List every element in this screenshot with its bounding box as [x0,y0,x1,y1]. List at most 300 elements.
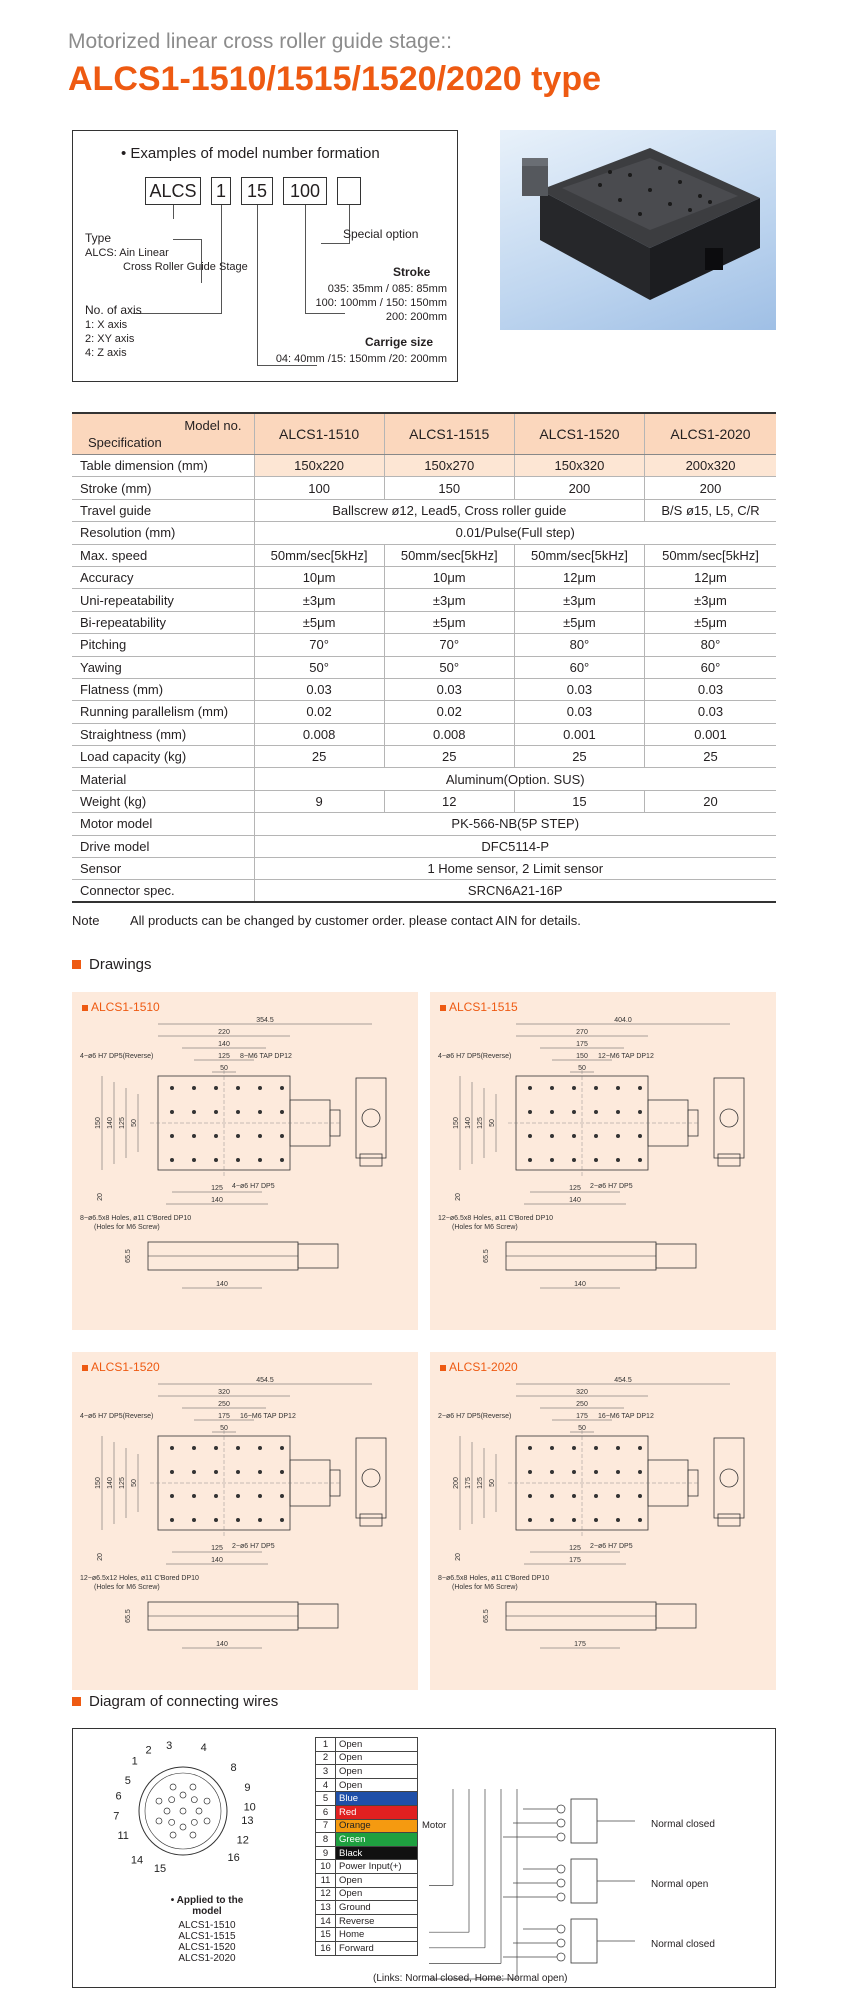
cell: ±5μm [514,611,644,633]
product-photo [500,130,776,330]
drawing-note: 16−M6 TAP DP12 [598,1413,654,1420]
dimension-label: 140 [216,1281,228,1288]
cell: 150x220 [254,455,384,477]
mounting-hole [170,1494,174,1498]
row-label: Travel guide [72,499,254,521]
mounting-hole [192,1470,196,1474]
mounting-hole [572,1518,576,1522]
mounting-hole [258,1494,262,1498]
links-note: (Links: Normal closed, Home: Normal open) [373,1973,568,1984]
page-subtitle: Motorized linear cross roller guide stage:: [68,30,453,53]
dimension-label: 140 [574,1281,586,1288]
mounting-hole [528,1518,532,1522]
mounting-hole [572,1494,576,1498]
mounting-hole [280,1086,284,1090]
applied-heading: • Applied to the model [170,1895,244,1917]
cell: 150x320 [514,455,644,477]
pin-row [316,1860,458,1874]
mounting-hole [236,1110,240,1114]
mounting-hole [638,1470,642,1474]
cell: 0.03 [514,701,644,723]
connector-pin-label: 3 [166,1740,173,1752]
row-label: Load capacity (kg) [72,746,254,768]
mounting-hole [550,1470,554,1474]
cell: 25 [514,746,644,768]
drawing-note: 8−ø6.5x8 Holes, ø11 C'Bored DP10 [438,1575,550,1582]
table-row [72,455,776,477]
mounting-hole [214,1518,218,1522]
pin-row [316,1751,458,1765]
dimension-label: 175 [465,1477,472,1489]
cell: Ballscrew ø12, Lead5, Cross roller guide [254,499,645,521]
connector-pin-label: 10 [243,1801,256,1814]
mounting-hole [214,1494,218,1498]
pin-row [316,1887,458,1901]
mounting-hole [236,1494,240,1498]
mounting-hole [528,1446,532,1450]
row-label: Connector spec. [72,880,254,902]
mounting-hole [572,1110,576,1114]
cell: 0.03 [645,701,776,723]
drawing-note: 8−ø6.5x8 Holes, ø11 C'Bored DP10 [80,1215,192,1222]
technical-drawing [430,1352,776,1690]
drawing-label: ALCS1-1515 [440,1000,518,1014]
connector-pin-label: 15 [153,1863,167,1876]
model-number-formation [72,130,458,382]
connector-pin-label: 12 [236,1834,249,1847]
drawing-note: 4−ø6 H7 DP5 [232,1183,275,1190]
cell: 0.02 [254,701,384,723]
mounting-hole [258,1446,262,1450]
pin-name: Green [336,1833,418,1847]
drawing-note: 4−ø6 H7 DP5(Reverse) [438,1053,512,1060]
dimension-label: 50 [578,1065,586,1072]
mounting-hole [280,1518,284,1522]
table-row [72,589,776,611]
drawing-note: (Holes for M6 Screw) [452,1584,518,1591]
motor-front-view [656,1604,696,1628]
mounting-hole [594,1110,598,1114]
dimension-label: 250 [218,1401,230,1408]
mounting-hole [528,1086,532,1090]
dimension-label: 175 [576,1041,588,1048]
dimension-label: 50 [220,1425,228,1432]
pin-name: Open [336,1751,418,1765]
page-title: ALCS1-1510/1515/1520/2020 type [68,60,602,98]
cell: 100 [254,477,384,499]
row-label: Straightness (mm) [72,723,254,745]
row-label: Motor model [72,813,254,835]
mounting-hole [528,1110,532,1114]
dimension-label: 270 [576,1029,588,1036]
cell: 0.01/Pulse(Full step) [254,522,776,544]
technical-drawing [72,1352,418,1690]
dimension-label: 175 [218,1413,230,1420]
mounting-hole [616,1494,620,1498]
mounting-hole [192,1134,196,1138]
dimension-label: 150 [576,1053,588,1060]
mounting-hole [258,1470,262,1474]
motor-end-block [360,1514,382,1526]
stroke-line-2: 100: 100mm / 150: 150mm [315,297,447,309]
axis-line-2: 2: XY axis [85,333,135,345]
cell: ±3μm [384,589,514,611]
cell: Aluminum(Option. SUS) [254,768,776,790]
mounting-hole [236,1158,240,1162]
connector-pin-label: 9 [244,1781,251,1794]
spec-corner-header [72,413,254,455]
table-row [72,813,776,835]
cell: 25 [384,746,514,768]
note-text: All products can be changed by customer order. please contact AIN for details. [130,913,581,928]
drawing-panel [72,992,418,1330]
drawing-label: ALCS1-2020 [440,1360,518,1374]
dimension-label: 125 [119,1477,126,1489]
dimension-label: 140 [107,1117,114,1129]
connector-pin-label: 6 [115,1790,122,1803]
pin-number: 9 [316,1846,336,1860]
dimension-label: 125 [119,1117,126,1129]
dimension-label: 140 [211,1197,223,1204]
terminal-icon [557,1953,565,1961]
type-title: Type [85,231,112,245]
mounting-hole [192,1494,196,1498]
connector-pin-icon [204,1818,210,1824]
mounting-hole [528,1470,532,1474]
mounting-hole [594,1446,598,1450]
row-label: Accuracy [72,566,254,588]
connector-pin-label: 2 [145,1744,152,1757]
pin-row [316,1765,458,1779]
mounting-hole [170,1134,174,1138]
dimension-label: 250 [576,1401,588,1408]
mounting-hole [170,1518,174,1522]
drawing-note: (Holes for M6 Screw) [452,1224,518,1231]
dimension-label: 50 [489,1479,496,1487]
mounting-hole [170,1158,174,1162]
mounting-hole [280,1134,284,1138]
mounting-hole [280,1494,284,1498]
connector-pin-label: 4 [200,1742,207,1755]
row-label: Table dimension (mm) [72,455,254,477]
connector-pin-label: 1 [131,1755,138,1768]
model-header: ALCS1-1520 [514,413,644,455]
motor-end-icon [720,1109,738,1127]
mounting-hole [214,1446,218,1450]
mounting-hole [192,1158,196,1162]
motor-end-block [360,1154,382,1166]
cell: 25 [645,746,776,768]
mounting-hole [638,1158,642,1162]
connector-pin-icon [180,1808,186,1814]
pin-number: 1 [316,1738,336,1752]
connector-pin-icon [170,1784,176,1790]
dimension-label: 20 [455,1553,462,1561]
cell: 150x270 [384,455,514,477]
drawing-note: (Holes for M6 Screw) [94,1584,160,1591]
table-row [72,566,776,588]
dimension-label: 20 [97,1193,104,1201]
dimension-label: 65.5 [125,1249,132,1263]
cell: 70° [254,634,384,656]
dimension-label: 220 [218,1029,230,1036]
cell: 25 [254,746,384,768]
pin-name: Open [336,1765,418,1779]
drawing-panel [430,1352,776,1690]
model-header: ALCS1-2020 [645,413,776,455]
mounting-hole [192,1110,196,1114]
mounting-hole [572,1158,576,1162]
motor-end-block [718,1154,740,1166]
mounting-hole [616,1470,620,1474]
drawing-note: 12−M6 TAP DP12 [598,1053,654,1060]
terminal-icon [557,1893,565,1901]
dimension-label: 140 [107,1477,114,1489]
cell: ±3μm [645,589,776,611]
drawing-note: 4−ø6 H7 DP5(Reverse) [80,1053,154,1060]
pin-name: Orange [336,1819,418,1833]
drawing-panel [430,992,776,1330]
terminal-icon [557,1819,565,1827]
connector-pin-icon [196,1808,202,1814]
connector-pin-icon [170,1832,176,1838]
dimension-label: 175 [574,1641,586,1648]
cell: 10μm [384,566,514,588]
mounting-hole [192,1446,196,1450]
connector-pin-icon [156,1818,162,1824]
cell: 0.02 [384,701,514,723]
mounting-hole [258,1086,262,1090]
technical-drawing [72,992,418,1330]
mounting-hole [258,1110,262,1114]
mounting-hole [550,1494,554,1498]
pin-name: Power Input(+) [336,1860,418,1874]
connector-pin-icon [169,1819,175,1825]
terminal-icon [557,1925,565,1933]
pin-number: 13 [316,1901,336,1915]
sensor-limit-icon [571,1799,597,1843]
dimension-label: 140 [569,1197,581,1204]
model-header: ALCS1-1515 [384,413,514,455]
square-bullet-icon [72,960,81,969]
drawing-label: ALCS1-1520 [82,1360,160,1374]
dimension-label: 454.5 [614,1377,632,1384]
table-row [72,880,776,902]
mounting-hole [594,1494,598,1498]
mounting-hole [214,1086,218,1090]
drawing-note: 2−ø6 H7 DP5 [232,1543,275,1550]
wiring-diagram [72,1728,776,1988]
cell: 15 [514,790,644,812]
connector-pin-icon [204,1798,210,1804]
dimension-label: 125 [569,1545,581,1552]
mounting-hole [236,1086,240,1090]
mounting-hole [280,1110,284,1114]
drawing-note: 12−ø6.5x12 Holes, ø11 C'Bored DP10 [80,1575,199,1582]
connector-pin-label: 13 [241,1814,254,1827]
connector-pin-icon [191,1819,197,1825]
spec-table [72,412,776,903]
pin-name: Open [336,1738,418,1752]
technical-drawing [430,992,776,1330]
drawings-section-title: Drawings [72,956,152,973]
mounting-hole [572,1446,576,1450]
row-label: Weight (kg) [72,790,254,812]
row-label: Yawing [72,656,254,678]
mounting-hole [236,1134,240,1138]
cell: 0.03 [645,678,776,700]
table-row [72,611,776,633]
cell: 12μm [645,566,776,588]
mounting-hole [550,1134,554,1138]
drawing-note: (Holes for M6 Screw) [94,1224,160,1231]
pin-row [316,1873,458,1887]
cell: 60° [514,656,644,678]
model-header: ALCS1-1510 [254,413,384,455]
cell: 70° [384,634,514,656]
pin-number: 11 [316,1873,336,1887]
dimension-label: 50 [131,1119,138,1127]
dimension-label: 50 [220,1065,228,1072]
cell: 50mm/sec[5kHz] [384,544,514,566]
mounting-hole [594,1134,598,1138]
model-cell-option [337,177,361,205]
pin-number: 12 [316,1887,336,1901]
type-line-2: Cross Roller Guide Stage [123,261,248,273]
model-cell-carriage: 15 [241,177,273,205]
mounting-hole [192,1518,196,1522]
cell: 0.008 [384,723,514,745]
pin-row [316,1738,458,1752]
motor-end-icon [720,1469,738,1487]
mounting-hole [638,1134,642,1138]
terminal-icon [557,1879,565,1887]
table-row [72,768,776,790]
dimension-label: 150 [453,1117,460,1129]
cell: 200 [645,477,776,499]
drawing-note: 8−M6 TAP DP12 [240,1053,292,1060]
mounting-hole [638,1518,642,1522]
pin-name: Reverse [336,1914,418,1928]
pin-number: 4 [316,1778,336,1792]
motor-end-block [718,1514,740,1526]
motor-front-view [298,1604,338,1628]
dimension-label: 404.0 [614,1017,632,1024]
mounting-hole [550,1518,554,1522]
mounting-hole [550,1446,554,1450]
mounting-hole [236,1470,240,1474]
row-label: Resolution (mm) [72,522,254,544]
pin-row [316,1941,458,1955]
stroke-title: Stroke [393,265,431,279]
table-row [72,522,776,544]
cell: 50° [384,656,514,678]
dimension-label: 320 [218,1389,230,1396]
table-row [72,790,776,812]
row-label: Running parallelism (mm) [72,701,254,723]
pin-number: 3 [316,1765,336,1779]
mounting-hole [550,1158,554,1162]
connector-pin-icon [191,1797,197,1803]
terminal-icon [557,1805,565,1813]
connector-pin-label: 16 [227,1852,240,1865]
mounting-hole [550,1110,554,1114]
pin-number: 15 [316,1928,336,1942]
drawing-note: 2−ø6 H7 DP5(Reverse) [438,1413,512,1420]
cell: 80° [514,634,644,656]
motor-end-icon [362,1469,380,1487]
pin-row [316,1928,458,1942]
mounting-hole [616,1134,620,1138]
cell: 1 Home sensor, 2 Limit sensor [254,858,776,880]
dimension-label: 150 [95,1477,102,1489]
mounting-hole [258,1518,262,1522]
pin-number: 5 [316,1792,336,1806]
mounting-hole [280,1158,284,1162]
mounting-hole [170,1086,174,1090]
dimension-label: 125 [569,1185,581,1192]
pin-row [316,1778,458,1792]
motor-group-label: Motor [422,1820,447,1832]
mounting-hole [528,1158,532,1162]
connector-outline [139,1767,227,1855]
mounting-hole [594,1518,598,1522]
mounting-hole [528,1134,532,1138]
table-row [72,746,776,768]
row-label: Pitching [72,634,254,656]
sensor-label: Normal closed [651,1819,715,1830]
motor-front-view [298,1244,338,1268]
dimension-label: 65.5 [483,1249,490,1263]
table-row [72,499,776,521]
cell: 150 [384,477,514,499]
row-label: Flatness (mm) [72,678,254,700]
mounting-hole [550,1086,554,1090]
wiring-section-title: Diagram of connecting wires [72,1693,278,1710]
mounting-hole [572,1134,576,1138]
stage-side-view [356,1438,386,1518]
dimension-label: 50 [131,1479,138,1487]
dimension-label: 175 [569,1557,581,1564]
pin-name: Open [336,1778,418,1792]
connector-pin-icon [180,1824,186,1830]
model-formation-heading: • Examples of model number formation [121,145,380,162]
cell: ±3μm [254,589,384,611]
dimension-label: 125 [477,1117,484,1129]
mounting-hole [638,1446,642,1450]
connector-pin-icon [164,1808,170,1814]
axis-title: No. of axis [85,303,142,317]
cell: 12 [384,790,514,812]
cell: 200x320 [645,455,776,477]
mounting-hole [528,1494,532,1498]
square-bullet-icon [72,1697,81,1706]
pin-table [315,1737,458,1956]
axis-line-3: 4: Z axis [85,347,127,359]
cell: B/S ø15, L5, C/R [645,499,776,521]
carriage-title: Carrige size [365,335,434,349]
sensor-home-icon [571,1859,597,1903]
dimension-label: 140 [211,1557,223,1564]
dimension-label: 65.5 [125,1609,132,1623]
cell: 0.001 [514,723,644,745]
mounting-hole [280,1470,284,1474]
row-label: Stroke (mm) [72,477,254,499]
stage-side-view [356,1078,386,1158]
row-label: Uni-repeatability [72,589,254,611]
pin-number: 8 [316,1833,336,1847]
connector-pin-label: 14 [130,1854,144,1867]
